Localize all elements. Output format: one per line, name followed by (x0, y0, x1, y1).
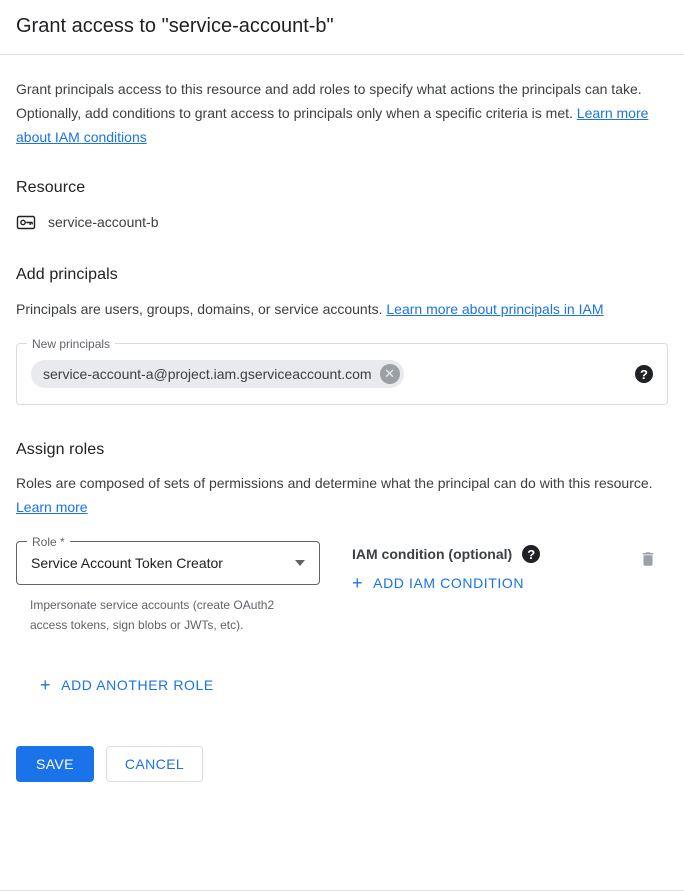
chevron-down-icon[interactable] (295, 560, 305, 566)
dialog-content (0, 77, 684, 782)
role-select-value: Service Account Token Creator (31, 555, 223, 571)
header-divider (0, 54, 684, 55)
role-description-hint: Impersonate service accounts (create OAuth2 access tokens, sign blobs or JWTs, etc). (30, 598, 275, 632)
role-select[interactable] (16, 535, 320, 585)
assign-roles-heading: Assign roles (16, 441, 105, 458)
principals-learn-more-link[interactable]: Learn more about principals in IAM (386, 301, 604, 317)
role-row (16, 535, 668, 635)
principals-description-text: Principals are users, groups, domains, or service accounts. (16, 301, 387, 317)
principals-heading: Add principals (16, 266, 118, 283)
role-select-label: Role * (27, 534, 70, 550)
iam-conditions-link[interactable]: Learn more about IAM conditions (16, 105, 649, 145)
page-title: Grant access to "service-account-b" (16, 15, 334, 37)
close-icon[interactable]: ✕ (380, 364, 400, 384)
iam-condition-label: IAM condition (optional) (352, 546, 513, 562)
add-another-role-row (16, 665, 668, 696)
new-principals-label: New principals (27, 336, 115, 352)
add-iam-condition-label: ADD IAM CONDITION (373, 575, 525, 591)
help-icon[interactable]: ? (635, 365, 653, 383)
save-button[interactable]: SAVE (16, 746, 94, 782)
trash-icon[interactable] (636, 547, 660, 571)
roles-description (16, 471, 656, 519)
add-iam-condition-button[interactable] (352, 575, 524, 591)
intro-text: Grant principals access to this resource and add roles to specify what actions the principals can take. Optionally, add conditions to grant access to principals only when a specific criteria is met. (16, 81, 642, 121)
service-account-icon (16, 212, 36, 232)
resource-section (16, 179, 668, 232)
principals-description (16, 297, 656, 321)
iam-condition-column (352, 541, 668, 594)
new-principals-field[interactable] (16, 337, 668, 405)
dialog-actions (16, 746, 668, 782)
roles-learn-more-link[interactable]: Learn more (16, 499, 88, 515)
resource-heading: Resource (16, 179, 86, 196)
role-column (16, 535, 320, 635)
plus-icon: + (352, 573, 364, 593)
principal-chip-label: service-account-a@project.iam.gserviceaccount.com (43, 366, 372, 382)
resource-name: service-account-b (48, 214, 159, 230)
principals-section (16, 266, 668, 405)
intro-paragraph (16, 77, 656, 149)
add-another-role-button[interactable] (40, 677, 214, 693)
assign-roles-section (16, 441, 668, 696)
plus-icon: + (40, 675, 52, 695)
help-icon[interactable]: ? (522, 545, 540, 563)
add-another-role-label: ADD ANOTHER ROLE (61, 677, 214, 693)
resource-row (16, 212, 668, 232)
iam-condition-header (352, 545, 668, 563)
roles-description-text: Roles are composed of sets of permissions and determine what the principal can do with this resource. (16, 475, 653, 491)
cancel-button[interactable]: CANCEL (106, 746, 203, 782)
principal-chip[interactable] (31, 360, 404, 388)
